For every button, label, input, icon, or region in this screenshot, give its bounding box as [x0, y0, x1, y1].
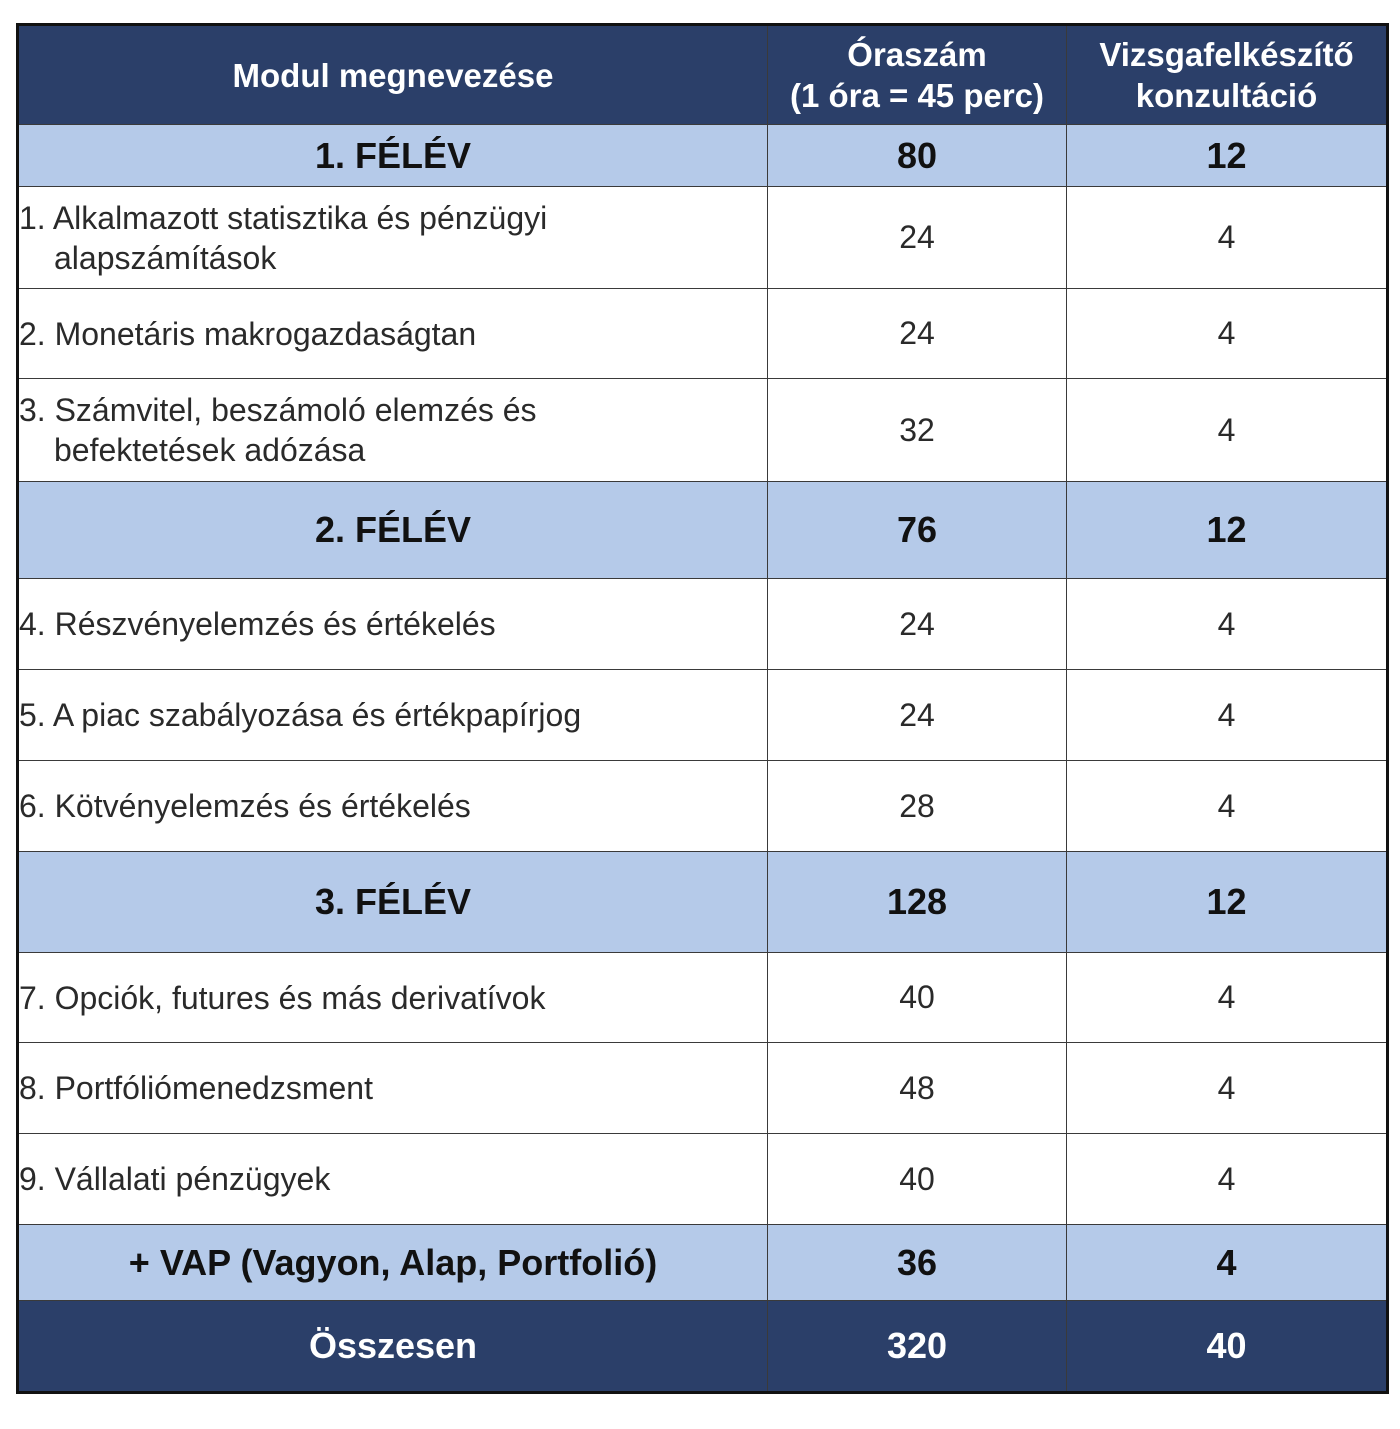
- module-row: [18, 289, 1388, 379]
- module-name-line1: 9. Vállalati pénzügyek: [19, 1161, 331, 1197]
- module-hours: 32: [768, 379, 1067, 482]
- header-hours-line1: Óraszám: [847, 36, 987, 73]
- module-consultation: 4: [1067, 379, 1388, 482]
- semester-consultation: 12: [1067, 125, 1388, 187]
- module-name-line1: 3. Számvitel, beszámoló elemzés és: [19, 392, 537, 428]
- module-hours: 24: [768, 187, 1067, 289]
- module-name-line1: 6. Kötvényelemzés és értékelés: [19, 788, 471, 824]
- module-name-line1: 5. A piac szabályozása és értékpapírjog: [19, 697, 582, 733]
- module-consultation: 4: [1067, 1043, 1388, 1134]
- module-row: [18, 379, 1388, 482]
- module-name: [18, 187, 768, 289]
- vap-label: + VAP (Vagyon, Alap, Portfolió): [18, 1225, 768, 1301]
- total-consultation: 40: [1067, 1301, 1388, 1393]
- module-row: [18, 761, 1388, 852]
- module-name-line1: 4. Részvényelemzés és értékelés: [19, 606, 496, 642]
- module-name-line2: befektetések adózása: [54, 432, 366, 468]
- module-name: [18, 1043, 768, 1134]
- module-hours: 40: [768, 953, 1067, 1043]
- semester-hours: 80: [768, 125, 1067, 187]
- semester-consultation: 12: [1067, 482, 1388, 579]
- module-row: [18, 1134, 1388, 1225]
- header-consultation-line2: konzultáció: [1135, 77, 1318, 114]
- curriculum-table: [16, 23, 1389, 1394]
- module-row: [18, 1043, 1388, 1134]
- header-consultation: [1067, 25, 1388, 125]
- module-consultation: 4: [1067, 187, 1388, 289]
- module-consultation: 4: [1067, 953, 1388, 1043]
- module-name: [18, 670, 768, 761]
- header-module-name: Modul megnevezése: [18, 25, 768, 125]
- vap-row: [18, 1225, 1388, 1301]
- module-name-line1: 8. Portfóliómenedzsment: [19, 1070, 373, 1106]
- vap-hours: 36: [768, 1225, 1067, 1301]
- header-consultation-line1: Vizsgafelkészítő: [1099, 36, 1354, 73]
- semester-label: 2. FÉLÉV: [18, 482, 768, 579]
- module-name: [18, 289, 768, 379]
- module-name-line2: alapszámítások: [54, 239, 277, 276]
- module-name: [18, 1134, 768, 1225]
- semester-row: [18, 852, 1388, 953]
- module-row: [18, 953, 1388, 1043]
- module-hours: 48: [768, 1043, 1067, 1134]
- semester-label: 1. FÉLÉV: [18, 125, 768, 187]
- module-row: [18, 579, 1388, 670]
- semester-consultation: 12: [1067, 852, 1388, 953]
- module-consultation: 4: [1067, 289, 1388, 379]
- module-row: [18, 670, 1388, 761]
- header-hours: [768, 25, 1067, 125]
- module-consultation: 4: [1067, 670, 1388, 761]
- module-hours: 40: [768, 1134, 1067, 1225]
- total-hours: 320: [768, 1301, 1067, 1393]
- module-name: [18, 953, 768, 1043]
- module-hours: 24: [768, 289, 1067, 379]
- module-hours: 24: [768, 670, 1067, 761]
- module-hours: 28: [768, 761, 1067, 852]
- semester-row: [18, 482, 1388, 579]
- semester-hours: 76: [768, 482, 1067, 579]
- module-name: [18, 761, 768, 852]
- semester-label: 3. FÉLÉV: [18, 852, 768, 953]
- module-consultation: 4: [1067, 579, 1388, 670]
- header-row: [18, 25, 1388, 125]
- module-consultation: 4: [1067, 1134, 1388, 1225]
- module-name-line1: 2. Monetáris makrogazdaságtan: [19, 315, 477, 352]
- module-row: [18, 187, 1388, 289]
- total-row: [18, 1301, 1388, 1393]
- semester-row: [18, 125, 1388, 187]
- module-name-line1: 1. Alkalmazott statisztika és pénzügyi: [19, 199, 548, 236]
- vap-consultation: 4: [1067, 1225, 1388, 1301]
- module-hours: 24: [768, 579, 1067, 670]
- header-hours-line2: (1 óra = 45 perc): [789, 77, 1045, 114]
- module-name-line1: 7. Opciók, futures és más derivatívok: [19, 979, 546, 1016]
- module-name: [18, 579, 768, 670]
- module-name: [18, 379, 768, 482]
- total-label: Összesen: [18, 1301, 768, 1393]
- semester-hours: 128: [768, 852, 1067, 953]
- module-consultation: 4: [1067, 761, 1388, 852]
